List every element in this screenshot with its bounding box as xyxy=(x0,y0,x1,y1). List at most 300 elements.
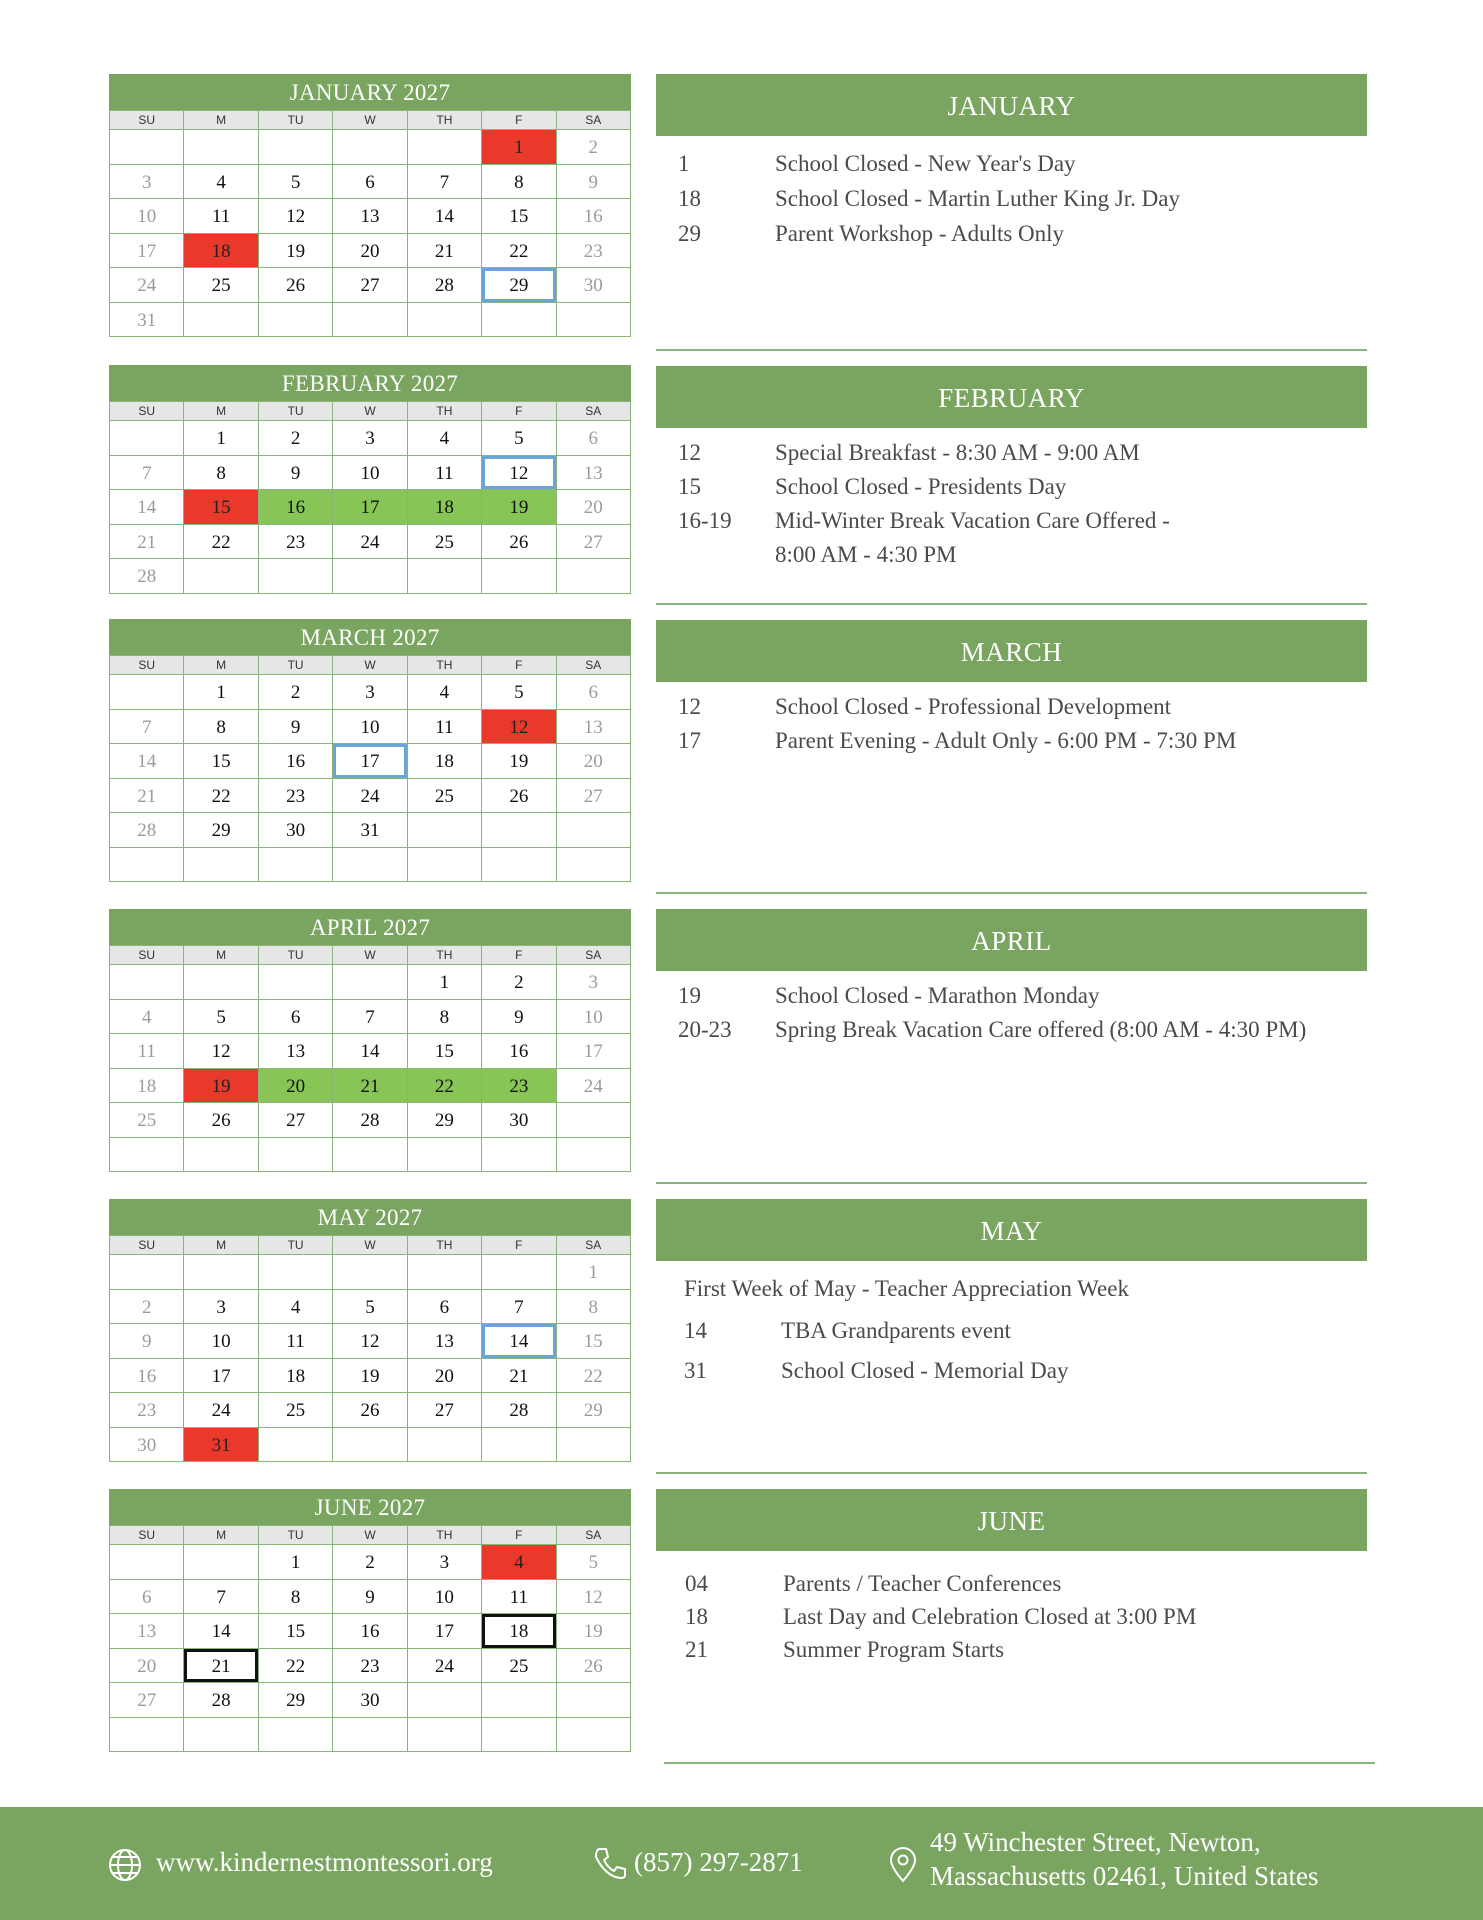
calendar-day: 16 xyxy=(110,1359,184,1394)
calendar-day: 31 xyxy=(110,303,184,338)
calendar-day: 5 xyxy=(482,421,556,456)
calendar-day: 4 xyxy=(408,675,482,710)
calendar-day: 30 xyxy=(557,268,631,303)
event-description: Mid-Winter Break Vacation Care Offered - xyxy=(775,508,1170,533)
calendar-empty-cell xyxy=(184,559,258,594)
calendar-day: 13 xyxy=(110,1614,184,1649)
weekday-header: TH xyxy=(408,1236,482,1255)
weekday-header: F xyxy=(482,946,556,965)
website-link[interactable]: www.kindernestmontessori.org xyxy=(156,1847,493,1877)
calendar-empty-cell xyxy=(184,130,258,165)
calendar-day: 9 xyxy=(557,165,631,200)
calendar-day: 18 xyxy=(408,744,482,779)
calendar-empty-cell xyxy=(408,813,482,848)
address-line-1: 49 Winchester Street, Newton, xyxy=(930,1827,1261,1857)
event-description: Last Day and Celebration Closed at 3:00 PM xyxy=(783,1604,1197,1629)
calendar-day: 22 xyxy=(184,779,258,814)
calendar-empty-cell xyxy=(259,1255,333,1290)
event-panel xyxy=(656,909,1367,1042)
calendar-day: 25 xyxy=(408,525,482,560)
calendar-grid xyxy=(109,1235,631,1462)
calendar-day: 28 xyxy=(110,813,184,848)
calendar-day: 17 xyxy=(557,1034,631,1069)
calendar-empty-cell xyxy=(482,1683,556,1718)
weekday-header: W xyxy=(333,1526,407,1545)
calendar-grid xyxy=(109,1525,631,1752)
event-description: Special Breakfast - 8:30 AM - 9:00 AM xyxy=(775,440,1140,465)
event-date: 21 xyxy=(685,1637,708,1662)
calendar-day: 3 xyxy=(333,675,407,710)
weekday-header: W xyxy=(333,946,407,965)
calendar-day: 15 xyxy=(184,490,258,525)
weekday-header: SU xyxy=(110,656,184,675)
calendar-empty-cell xyxy=(259,965,333,1000)
calendar-day: 19 xyxy=(482,744,556,779)
calendar-day: 29 xyxy=(408,1103,482,1138)
calendar-grid xyxy=(109,110,631,337)
weekday-header: F xyxy=(482,1526,556,1545)
calendar-empty-cell xyxy=(333,1428,407,1463)
calendar-day: 1 xyxy=(259,1545,333,1580)
calendar-day: 9 xyxy=(333,1580,407,1615)
calendar-empty-cell xyxy=(333,848,407,883)
calendar-day: 3 xyxy=(408,1545,482,1580)
calendar-empty-cell xyxy=(408,559,482,594)
event-intro: First Week of May - Teacher Appreciation Week xyxy=(684,1276,1129,1301)
calendar-day: 28 xyxy=(184,1683,258,1718)
calendar-day: 7 xyxy=(482,1290,556,1325)
calendar-day: 9 xyxy=(259,710,333,745)
calendar-empty-cell xyxy=(482,1428,556,1463)
event-month-heading: JANUARY xyxy=(656,74,1367,136)
event-date: 12 xyxy=(678,440,701,465)
calendar-day: 23 xyxy=(259,525,333,560)
calendar-day: 26 xyxy=(184,1103,258,1138)
event-month-heading: APRIL xyxy=(656,909,1367,971)
calendar-day: 8 xyxy=(184,710,258,745)
calendar-day: 20 xyxy=(333,234,407,269)
globe-icon xyxy=(107,1847,143,1888)
event-date: 04 xyxy=(685,1571,708,1596)
calendar-day: 18 xyxy=(110,1069,184,1104)
weekday-header: SA xyxy=(557,402,631,421)
calendar-day: 27 xyxy=(259,1103,333,1138)
weekday-header: M xyxy=(184,946,258,965)
calendar-day: 12 xyxy=(482,456,556,491)
calendar-empty-cell xyxy=(408,1428,482,1463)
calendar-day: 11 xyxy=(259,1324,333,1359)
weekday-header: SA xyxy=(557,946,631,965)
calendar-empty-cell xyxy=(110,1718,184,1753)
calendar-day: 21 xyxy=(408,234,482,269)
calendar-day: 24 xyxy=(184,1393,258,1428)
calendar-day: 15 xyxy=(408,1034,482,1069)
event-panel xyxy=(656,74,1367,246)
event-date: 31 xyxy=(684,1358,707,1383)
calendar-day: 11 xyxy=(408,710,482,745)
calendar-day: 1 xyxy=(482,130,556,165)
calendar-day: 1 xyxy=(184,675,258,710)
calendar-empty-cell xyxy=(557,1683,631,1718)
calendar-day: 17 xyxy=(333,490,407,525)
calendar-day: 31 xyxy=(333,813,407,848)
calendar-day: 29 xyxy=(557,1393,631,1428)
section-divider xyxy=(656,349,1367,351)
calendar-title: MAY 2027 xyxy=(109,1199,631,1235)
calendar-day: 14 xyxy=(184,1614,258,1649)
weekday-header: TU xyxy=(259,111,333,130)
calendar-day: 13 xyxy=(557,710,631,745)
calendar-day: 2 xyxy=(557,130,631,165)
calendar-day: 1 xyxy=(408,965,482,1000)
calendar-empty-cell xyxy=(482,813,556,848)
mini-calendar xyxy=(109,909,631,1172)
calendar-day: 2 xyxy=(259,675,333,710)
calendar-day: 14 xyxy=(408,199,482,234)
calendar-empty-cell xyxy=(333,1718,407,1753)
calendar-day: 26 xyxy=(482,779,556,814)
calendar-day: 14 xyxy=(482,1324,556,1359)
weekday-header: SU xyxy=(110,946,184,965)
calendar-empty-cell xyxy=(557,1428,631,1463)
calendar-day: 23 xyxy=(259,779,333,814)
calendar-day: 4 xyxy=(110,1000,184,1035)
calendar-day: 30 xyxy=(110,1428,184,1463)
calendar-day: 4 xyxy=(184,165,258,200)
weekday-header: TU xyxy=(259,1526,333,1545)
event-description: School Closed - Martin Luther King Jr. Day xyxy=(775,186,1181,211)
event-date: 20-23 xyxy=(678,1017,732,1042)
calendar-day: 1 xyxy=(184,421,258,456)
phone-number[interactable]: (857) 297-2871 xyxy=(634,1847,803,1877)
calendar-empty-cell xyxy=(184,848,258,883)
calendar-day: 16 xyxy=(259,490,333,525)
calendar-day: 20 xyxy=(259,1069,333,1104)
weekday-header: F xyxy=(482,656,556,675)
calendar-day: 5 xyxy=(333,1290,407,1325)
calendar-day: 11 xyxy=(184,199,258,234)
calendar-empty-cell xyxy=(557,303,631,338)
calendar-day: 12 xyxy=(184,1034,258,1069)
event-date: 19 xyxy=(678,983,701,1008)
calendar-day: 29 xyxy=(259,1683,333,1718)
event-month-heading: MARCH xyxy=(656,620,1367,682)
event-date: 18 xyxy=(685,1604,708,1629)
section-divider xyxy=(656,1182,1367,1184)
calendar-day: 6 xyxy=(110,1580,184,1615)
calendar-day: 7 xyxy=(110,710,184,745)
calendar-day: 10 xyxy=(110,199,184,234)
calendar-empty-cell xyxy=(259,1718,333,1753)
calendar-day: 10 xyxy=(184,1324,258,1359)
weekday-header: SU xyxy=(110,1236,184,1255)
calendar-day: 2 xyxy=(259,421,333,456)
event-description: Parent Workshop - Adults Only xyxy=(775,221,1065,246)
weekday-header: M xyxy=(184,1236,258,1255)
calendar-day: 24 xyxy=(333,525,407,560)
calendar-day: 20 xyxy=(557,490,631,525)
calendar-day: 23 xyxy=(110,1393,184,1428)
weekday-header: TU xyxy=(259,946,333,965)
calendar-day: 25 xyxy=(184,268,258,303)
calendar-day: 28 xyxy=(110,559,184,594)
weekday-header: SA xyxy=(557,111,631,130)
event-date: 1 xyxy=(678,151,690,176)
calendar-day: 24 xyxy=(557,1069,631,1104)
calendar-day: 21 xyxy=(110,525,184,560)
calendar-day: 11 xyxy=(408,456,482,491)
calendar-day: 20 xyxy=(110,1649,184,1684)
weekday-header: M xyxy=(184,656,258,675)
calendar-empty-cell xyxy=(333,1255,407,1290)
calendar-day: 12 xyxy=(333,1324,407,1359)
weekday-header: SU xyxy=(110,111,184,130)
calendar-day: 7 xyxy=(110,456,184,491)
calendar-day: 27 xyxy=(557,525,631,560)
calendar-empty-cell xyxy=(482,303,556,338)
calendar-day: 14 xyxy=(110,744,184,779)
section-divider xyxy=(656,603,1367,605)
weekday-header: TU xyxy=(259,656,333,675)
calendar-day: 21 xyxy=(110,779,184,814)
calendar-empty-cell xyxy=(408,1138,482,1173)
weekday-header: TH xyxy=(408,1526,482,1545)
event-date: 17 xyxy=(678,728,701,753)
calendar-day: 5 xyxy=(259,165,333,200)
calendar-day: 17 xyxy=(184,1359,258,1394)
calendar-day: 24 xyxy=(110,268,184,303)
calendar-empty-cell xyxy=(184,1545,258,1580)
weekday-header: SU xyxy=(110,1526,184,1545)
calendar-day: 28 xyxy=(482,1393,556,1428)
calendar-day: 6 xyxy=(557,675,631,710)
calendar-empty-cell xyxy=(482,559,556,594)
section-divider xyxy=(656,1472,1367,1474)
calendar-day: 15 xyxy=(482,199,556,234)
calendar-day: 2 xyxy=(333,1545,407,1580)
calendar-empty-cell xyxy=(259,848,333,883)
calendar-empty-cell xyxy=(184,965,258,1000)
event-date: 14 xyxy=(684,1318,707,1343)
calendar-day: 20 xyxy=(557,744,631,779)
calendar-day: 23 xyxy=(482,1069,556,1104)
calendar-day: 19 xyxy=(557,1614,631,1649)
calendar-empty-cell xyxy=(259,1138,333,1173)
calendar-day: 30 xyxy=(482,1103,556,1138)
calendar-empty-cell xyxy=(110,130,184,165)
calendar-empty-cell xyxy=(557,1718,631,1753)
section-divider xyxy=(656,892,1367,894)
calendar-day: 5 xyxy=(482,675,556,710)
mini-calendar xyxy=(109,619,631,882)
calendar-day: 21 xyxy=(482,1359,556,1394)
event-panel xyxy=(656,366,1367,567)
calendar-empty-cell xyxy=(110,1545,184,1580)
calendar-day: 16 xyxy=(557,199,631,234)
calendar-day: 3 xyxy=(333,421,407,456)
weekday-header: W xyxy=(333,111,407,130)
calendar-day: 14 xyxy=(110,490,184,525)
footer xyxy=(0,1807,1483,1920)
calendar-day: 22 xyxy=(557,1359,631,1394)
calendar-day: 28 xyxy=(333,1103,407,1138)
calendar-empty-cell xyxy=(184,303,258,338)
calendar-day: 12 xyxy=(259,199,333,234)
calendar-day: 8 xyxy=(482,165,556,200)
location-pin-icon xyxy=(888,1847,918,1888)
calendar-empty-cell xyxy=(482,1718,556,1753)
calendar-day: 7 xyxy=(333,1000,407,1035)
calendar-day: 3 xyxy=(110,165,184,200)
calendar-empty-cell xyxy=(408,1718,482,1753)
calendar-empty-cell xyxy=(408,1683,482,1718)
event-month-heading: MAY xyxy=(656,1199,1367,1261)
calendar-day: 21 xyxy=(184,1649,258,1684)
event-description: Spring Break Vacation Care offered (8:00 AM - 4:30 PM) xyxy=(775,1017,1307,1042)
weekday-header: SA xyxy=(557,1236,631,1255)
calendar-day: 17 xyxy=(110,234,184,269)
calendar-day: 26 xyxy=(557,1649,631,1684)
calendar-empty-cell xyxy=(259,303,333,338)
mini-calendar xyxy=(109,365,631,594)
event-description: School Closed - Memorial Day xyxy=(781,1358,1069,1383)
calendar-day: 6 xyxy=(259,1000,333,1035)
calendar-day: 30 xyxy=(333,1683,407,1718)
calendar-empty-cell xyxy=(482,1255,556,1290)
calendar-empty-cell xyxy=(259,130,333,165)
calendar-day: 5 xyxy=(557,1545,631,1580)
calendar-empty-cell xyxy=(184,1138,258,1173)
calendar-day: 2 xyxy=(110,1290,184,1325)
calendar-empty-cell xyxy=(184,1255,258,1290)
calendar-empty-cell xyxy=(110,1255,184,1290)
weekday-header: M xyxy=(184,402,258,421)
calendar-day: 12 xyxy=(557,1580,631,1615)
weekday-header: F xyxy=(482,1236,556,1255)
calendar-day: 8 xyxy=(184,456,258,491)
event-description: 8:00 AM - 4:30 PM xyxy=(775,542,957,567)
weekday-header: TH xyxy=(408,946,482,965)
calendar-day: 7 xyxy=(184,1580,258,1615)
calendar-day: 6 xyxy=(333,165,407,200)
calendar-empty-cell xyxy=(482,848,556,883)
calendar-day: 23 xyxy=(557,234,631,269)
calendar-day: 4 xyxy=(259,1290,333,1325)
calendar-day: 20 xyxy=(408,1359,482,1394)
calendar-empty-cell xyxy=(333,965,407,1000)
weekday-header: SA xyxy=(557,1526,631,1545)
calendar-day: 25 xyxy=(482,1649,556,1684)
calendar-day: 22 xyxy=(184,525,258,560)
calendar-grid xyxy=(109,945,631,1172)
calendar-day: 9 xyxy=(259,456,333,491)
calendar-day: 11 xyxy=(482,1580,556,1615)
calendar-empty-cell xyxy=(110,965,184,1000)
calendar-day: 16 xyxy=(333,1614,407,1649)
calendar-day: 13 xyxy=(408,1324,482,1359)
calendar-day: 11 xyxy=(110,1034,184,1069)
calendar-day: 27 xyxy=(408,1393,482,1428)
calendar-day: 7 xyxy=(408,165,482,200)
event-date: 15 xyxy=(678,474,701,499)
calendar-empty-cell xyxy=(259,1428,333,1463)
calendar-day: 10 xyxy=(333,456,407,491)
calendar-day: 24 xyxy=(408,1649,482,1684)
event-description: School Closed - Marathon Monday xyxy=(775,983,1100,1008)
calendar-empty-cell xyxy=(333,1138,407,1173)
calendar-day: 29 xyxy=(184,813,258,848)
calendar-day: 8 xyxy=(408,1000,482,1035)
mini-calendar xyxy=(109,1199,631,1462)
calendar-empty-cell xyxy=(557,559,631,594)
weekday-header: M xyxy=(184,1526,258,1545)
calendar-empty-cell xyxy=(408,848,482,883)
calendar-day: 1 xyxy=(557,1255,631,1290)
calendar-day: 9 xyxy=(110,1324,184,1359)
calendar-day: 3 xyxy=(184,1290,258,1325)
section-divider xyxy=(664,1762,1375,1764)
calendar-day: 25 xyxy=(110,1103,184,1138)
weekday-header: TU xyxy=(259,1236,333,1255)
calendar-day: 29 xyxy=(482,268,556,303)
calendar-empty-cell xyxy=(408,303,482,338)
weekday-header: SA xyxy=(557,656,631,675)
calendar-empty-cell xyxy=(557,813,631,848)
weekday-header: M xyxy=(184,111,258,130)
weekday-header: TH xyxy=(408,111,482,130)
calendar-empty-cell xyxy=(184,1718,258,1753)
event-description: Parent Evening - Adult Only - 6:00 PM - 7:30 PM xyxy=(775,728,1237,753)
calendar-day: 18 xyxy=(408,490,482,525)
calendar-day: 31 xyxy=(184,1428,258,1463)
event-description: TBA Grandparents event xyxy=(781,1318,1011,1343)
event-description: School Closed - Presidents Day xyxy=(775,474,1067,499)
event-panel xyxy=(656,620,1367,753)
calendar-empty-cell xyxy=(110,1138,184,1173)
calendar-day: 22 xyxy=(259,1649,333,1684)
event-description: Summer Program Starts xyxy=(783,1637,1005,1662)
calendar-day: 8 xyxy=(259,1580,333,1615)
calendar-day: 19 xyxy=(184,1069,258,1104)
calendar-day: 24 xyxy=(333,779,407,814)
event-month-heading: FEBRUARY xyxy=(656,366,1367,428)
weekday-header: TH xyxy=(408,402,482,421)
mini-calendar xyxy=(109,1489,631,1752)
calendar-day: 22 xyxy=(482,234,556,269)
calendar-day: 16 xyxy=(482,1034,556,1069)
event-month-heading: JUNE xyxy=(656,1489,1367,1551)
calendar-day: 15 xyxy=(557,1324,631,1359)
calendar-day: 10 xyxy=(333,710,407,745)
calendar-day: 10 xyxy=(557,1000,631,1035)
calendar-empty-cell xyxy=(408,130,482,165)
calendar-day: 25 xyxy=(408,779,482,814)
calendar-day: 21 xyxy=(333,1069,407,1104)
calendar-day: 16 xyxy=(259,744,333,779)
calendar-day: 19 xyxy=(259,234,333,269)
phone-icon xyxy=(592,1845,628,1886)
calendar-day: 27 xyxy=(110,1683,184,1718)
calendar-day: 30 xyxy=(259,813,333,848)
event-panel xyxy=(656,1199,1367,1383)
calendar-day: 4 xyxy=(408,421,482,456)
calendar-day: 27 xyxy=(557,779,631,814)
calendar-day: 3 xyxy=(557,965,631,1000)
calendar-day: 26 xyxy=(259,268,333,303)
address-line-2: Massachusetts 02461, United States xyxy=(930,1861,1319,1891)
calendar-day: 4 xyxy=(482,1545,556,1580)
calendar-day: 13 xyxy=(259,1034,333,1069)
